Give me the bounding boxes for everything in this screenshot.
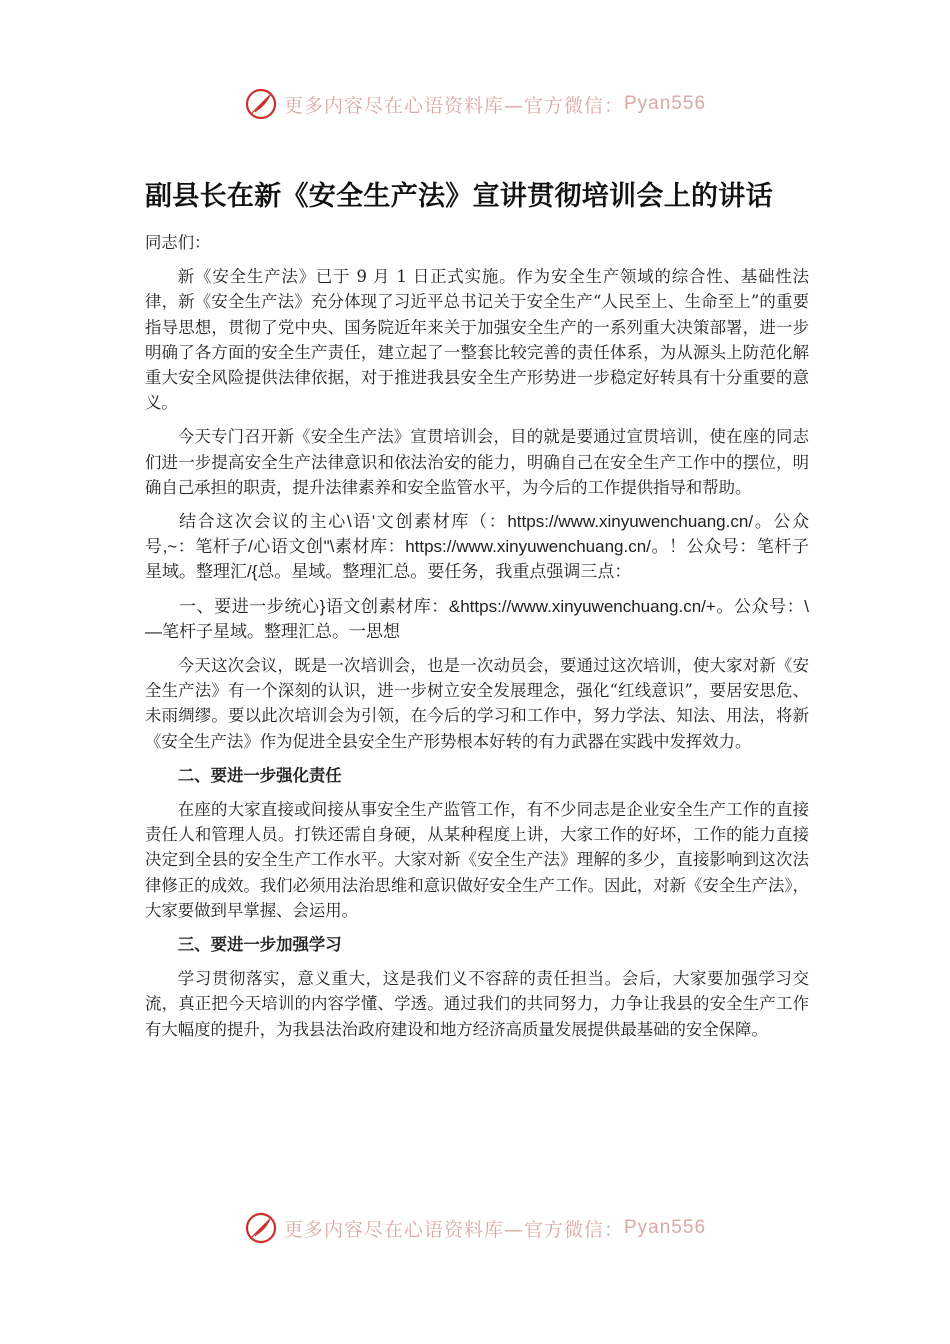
paragraph: 在座的大家直接或间接从事安全生产监管工作，有不少同志是企业安全生产工作的直接责任人和管理人员。打铁还需自身硬，从某种程度上讲，大家工作的好坏，工作的能力直接决定到全县的安全生产工作水平。大家对新《安全生产法》理解的多少，直接影响到这次法律修正的成效。我们必须用法治思维和意识做好安全生产工作。因此，对新《安全生产法》，大家要做到早掌握、会运用。 — [145, 800, 809, 920]
banner-wechat-id: Pyan556 — [624, 1217, 707, 1238]
footer-banner — [0, 1208, 950, 1248]
section-heading: 三、要进一步加强学习 — [177, 935, 342, 955]
quill-logo-icon — [244, 87, 278, 121]
greeting: 同志们： — [145, 233, 211, 252]
banner-text: 更多内容尽在心语资料库—官方微信： — [283, 1218, 624, 1241]
paragraph: 今天这次会议，既是一次培训会，也是一次动员会，要通过这次培训，使大家对新《安全生产法》有一个深刻的认识，进一步树立安全发展理念，强化“红线意识”，要居安思危、未雨绸缪。要以此次培训会为引领，在今后的学习和工作中，努力学法、知法、用法，将新《安全生产法》作为促进全县安全生产形势根本好转的有力武器在实践中发挥效力。 — [145, 656, 809, 751]
document-body — [145, 230, 809, 1051]
header-banner — [0, 84, 950, 124]
section-heading: 二、要进一步强化责任 — [177, 765, 342, 785]
paragraph: 结合这次会议的主心\语'文创素材库（：https://www.xinyuwenchuang.cn/。公众号,~：笔杆子/心语文创"\素材库：https://www.xinyuwenchuang.cn/。！公众号：笔杆子星域。整理汇/{总。星域。整理汇总。要任务，我重点强调三点： — [145, 512, 809, 582]
document-title: 副县长在新《安全生产法》宣讲贯彻培训会上的讲话 — [145, 181, 773, 212]
paragraph: 新《安全生产法》已于 9 月 1 日正式实施。作为安全生产领域的综合性、基础性法律，新《安全生产法》充分体现了习近平总书记关于安全生产“人民至上、生命至上”的重要指导思想，贯彻了党中央、国务院近年来关于加强安全生产的一系列重大决策部署，进一步明确了各方面的安全生产责任，建立起了一整套比较完善的责任体系，为从源头上防范化解重大安全风险提供法律依据，对于推进我县安全生产形势进一步稳定好转具有十分重要的意义。 — [145, 267, 809, 413]
banner-text: 更多内容尽在心语资料库—官方微信： — [283, 94, 624, 117]
paragraph: 学习贯彻落实，意义重大，这是我们义不容辞的责任担当。会后，大家要加强学习交流，真正把今天培训的内容学懂、学透。通过我们的共同努力，力争让我县的安全生产工作有大幅度的提升，为我县法治政府建设和地方经济高质量发展提供最基础的安全保障。 — [145, 969, 809, 1039]
quill-logo-icon — [244, 1211, 278, 1245]
banner-wechat-id: Pyan556 — [624, 93, 707, 114]
paragraph: 今天专门召开新《安全生产法》宣贯培训会，目的就是要通过宣贯培训，使在座的同志们进一步提高安全生产法律意识和依法治安的能力，明确自己在安全生产工作中的摆位，明确自己承担的职责，提升法律素养和安全监管水平，为今后的工作提供指导和帮助。 — [145, 427, 809, 497]
paragraph: 一、要进一步统心}语文创素材库：&https://www.xinyuwenchuang.cn/+。公众号：\—笔杆子星域。整理汇总。一思想 — [145, 596, 809, 641]
